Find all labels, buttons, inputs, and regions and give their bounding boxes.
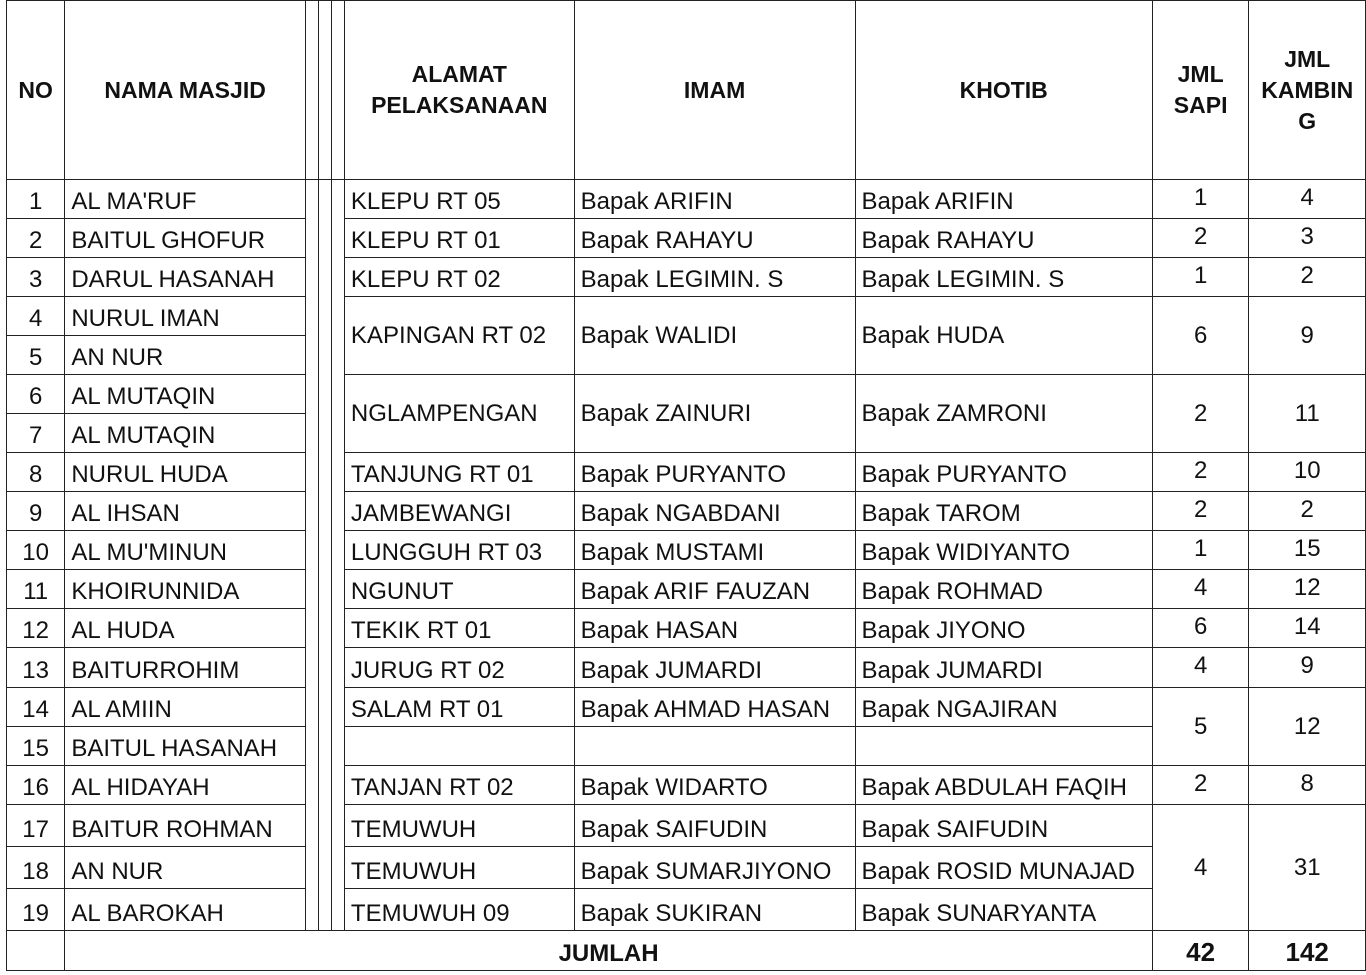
separator [305,1,318,180]
table-row [7,570,1366,609]
cell-imam: Bapak ZAINURI [574,375,855,453]
cell-alamat: TANJUNG RT 01 [344,453,574,492]
cell-kambing: 9 [1249,648,1366,688]
cell-sapi: 1 [1152,258,1249,297]
cell-imam: Bapak WALIDI [574,297,855,375]
cell-kambing: 9 [1249,297,1366,375]
cell-kambing: 15 [1249,531,1366,570]
cell-nama: AN NUR [65,847,306,889]
cell-kambing: 4 [1249,180,1366,219]
cell-no: 9 [7,492,65,531]
table-row [7,180,1366,219]
cell-nama: AL AMIIN [65,688,306,727]
cell-kambing: 2 [1249,258,1366,297]
cell-khotib: Bapak JIYONO [855,609,1152,648]
cell-no: 2 [7,219,65,258]
cell-no: 17 [7,805,65,847]
cell-imam: Bapak SUKIRAN [574,889,855,931]
cell-sapi: 2 [1152,766,1249,805]
cell-sapi: 1 [1152,531,1249,570]
cell-nama: AL MUTAQIN [65,414,306,453]
table-row [7,766,1366,805]
cell-alamat: SALAM RT 01 [344,688,574,727]
cell-kambing: 10 [1249,453,1366,492]
cell-sapi: 2 [1152,492,1249,531]
cell-imam: Bapak WIDARTO [574,766,855,805]
cell-khotib: Bapak ZAMRONI [855,375,1152,453]
cell-imam: Bapak MUSTAMI [574,531,855,570]
cell-kambing: 2 [1249,492,1366,531]
cell-no: 7 [7,414,65,453]
cell-alamat: TEMUWUH [344,805,574,847]
table-row [7,805,1366,847]
cell-imam [574,727,855,766]
cell-khotib: Bapak RAHAYU [855,219,1152,258]
cell-alamat: TEMUWUH [344,847,574,889]
cell-no: 8 [7,453,65,492]
cell-no: 16 [7,766,65,805]
separator [318,1,331,180]
table-row [7,219,1366,258]
cell-alamat: KLEPU RT 02 [344,258,574,297]
cell-nama: BAITUR ROHMAN [65,805,306,847]
cell-sapi: 6 [1152,297,1249,375]
table-row [7,492,1366,531]
cell-alamat: LUNGGUH RT 03 [344,531,574,570]
cell-khotib: Bapak HUDA [855,297,1152,375]
cell-no: 5 [7,336,65,375]
cell-no: 1 [7,180,65,219]
cell-sapi: 4 [1152,648,1249,688]
cell-nama: NURUL IMAN [65,297,306,336]
cell-no: 19 [7,889,65,931]
cell-alamat: JAMBEWANGI [344,492,574,531]
cell-kambing: 3 [1249,219,1366,258]
cell-khotib: Bapak SUNARYANTA [855,889,1152,931]
cell-khotib: Bapak JUMARDI [855,648,1152,688]
cell-imam: Bapak AHMAD HASAN [574,688,855,727]
header-jml-sapi: JML SAPI [1152,1,1249,180]
separator [331,1,344,180]
table-row [7,648,1366,688]
cell-imam: Bapak PURYANTO [574,453,855,492]
cell-nama: KHOIRUNNIDA [65,570,306,609]
cell-sapi: 4 [1152,570,1249,609]
cell-no: 11 [7,570,65,609]
cell-imam: Bapak SUMARJIYONO [574,847,855,889]
total-sapi: 42 [1152,931,1249,971]
cell-alamat: KLEPU RT 05 [344,180,574,219]
cell-khotib: Bapak ARIFIN [855,180,1152,219]
cell-no: 12 [7,609,65,648]
cell-no: 6 [7,375,65,414]
cell-nama: NURUL HUDA [65,453,306,492]
cell-khotib: Bapak ROSID MUNAJAD [855,847,1152,889]
cell-alamat: NGUNUT [344,570,574,609]
cell-imam: Bapak ARIF FAUZAN [574,570,855,609]
table-row [7,531,1366,570]
cell-alamat: TEMUWUH 09 [344,889,574,931]
cell-no: 10 [7,531,65,570]
cell-sapi: 6 [1152,609,1249,648]
total-row [7,931,1366,971]
cell-khotib: Bapak PURYANTO [855,453,1152,492]
cell-nama: AL IHSAN [65,492,306,531]
cell-nama: AL BAROKAH [65,889,306,931]
table-row [7,609,1366,648]
cell-imam: Bapak NGABDANI [574,492,855,531]
cell-nama: AN NUR [65,336,306,375]
header-alamat: ALAMAT PELAKSANAAN [344,1,574,180]
cell-khotib: Bapak ABDULAH FAQIH [855,766,1152,805]
table-row [7,453,1366,492]
cell-nama: BAITURROHIM [65,648,306,688]
cell-no: 4 [7,297,65,336]
header-khotib: KHOTIB [855,1,1152,180]
cell-sapi: 2 [1152,375,1249,453]
cell-sapi: 5 [1152,688,1249,766]
cell-khotib: Bapak ROHMAD [855,570,1152,609]
cell-nama: BAITUL HASANAH [65,727,306,766]
total-label: JUMLAH [65,931,1153,971]
cell-alamat: TANJAN RT 02 [344,766,574,805]
cell-alamat: KLEPU RT 01 [344,219,574,258]
table-row [7,297,1366,336]
cell-kambing: 11 [1249,375,1366,453]
cell-imam: Bapak HASAN [574,609,855,648]
cell-kambing: 8 [1249,766,1366,805]
cell-khotib [855,727,1152,766]
cell-sapi: 2 [1152,453,1249,492]
cell-no: 18 [7,847,65,889]
table-row [7,375,1366,414]
cell-khotib: Bapak TAROM [855,492,1152,531]
cell-kambing: 12 [1249,570,1366,609]
cell-nama: AL MA'RUF [65,180,306,219]
table-row [7,688,1366,727]
cell-no: 15 [7,727,65,766]
cell-imam: Bapak LEGIMIN. S [574,258,855,297]
cell-sapi: 1 [1152,180,1249,219]
cell-no: 13 [7,648,65,688]
cell-alamat: JURUG RT 02 [344,648,574,688]
header-jml-kambing: JML KAMBIN G [1249,1,1366,180]
cell-alamat: NGLAMPENGAN [344,375,574,453]
total-kambing: 142 [1249,931,1366,971]
cell-kambing: 12 [1249,688,1366,766]
cell-sapi: 4 [1152,805,1249,931]
cell-imam: Bapak JUMARDI [574,648,855,688]
masjid-table [6,0,1366,971]
cell-imam: Bapak ARIFIN [574,180,855,219]
header-imam: IMAM [574,1,855,180]
cell-nama: AL HUDA [65,609,306,648]
cell-nama: AL MUTAQIN [65,375,306,414]
table-row [7,258,1366,297]
cell-kambing: 14 [1249,609,1366,648]
cell-nama: DARUL HASANAH [65,258,306,297]
cell-no: 14 [7,688,65,727]
cell-alamat: KAPINGAN RT 02 [344,297,574,375]
cell-alamat: TEKIK RT 01 [344,609,574,648]
cell-khotib: Bapak NGAJIRAN [855,688,1152,727]
cell-sapi: 2 [1152,219,1249,258]
header-row [7,1,1366,180]
header-no: NO [7,1,65,180]
cell-nama: AL HIDAYAH [65,766,306,805]
cell-imam: Bapak SAIFUDIN [574,805,855,847]
header-nama-masjid: NAMA MASJID [65,1,306,180]
cell-nama: BAITUL GHOFUR [65,219,306,258]
cell-khotib: Bapak WIDIYANTO [855,531,1152,570]
cell-imam: Bapak RAHAYU [574,219,855,258]
cell-khotib: Bapak LEGIMIN. S [855,258,1152,297]
cell-nama: AL MU'MINUN [65,531,306,570]
cell-kambing: 31 [1249,805,1366,931]
cell-alamat [344,727,574,766]
cell-no: 3 [7,258,65,297]
cell-khotib: Bapak SAIFUDIN [855,805,1152,847]
